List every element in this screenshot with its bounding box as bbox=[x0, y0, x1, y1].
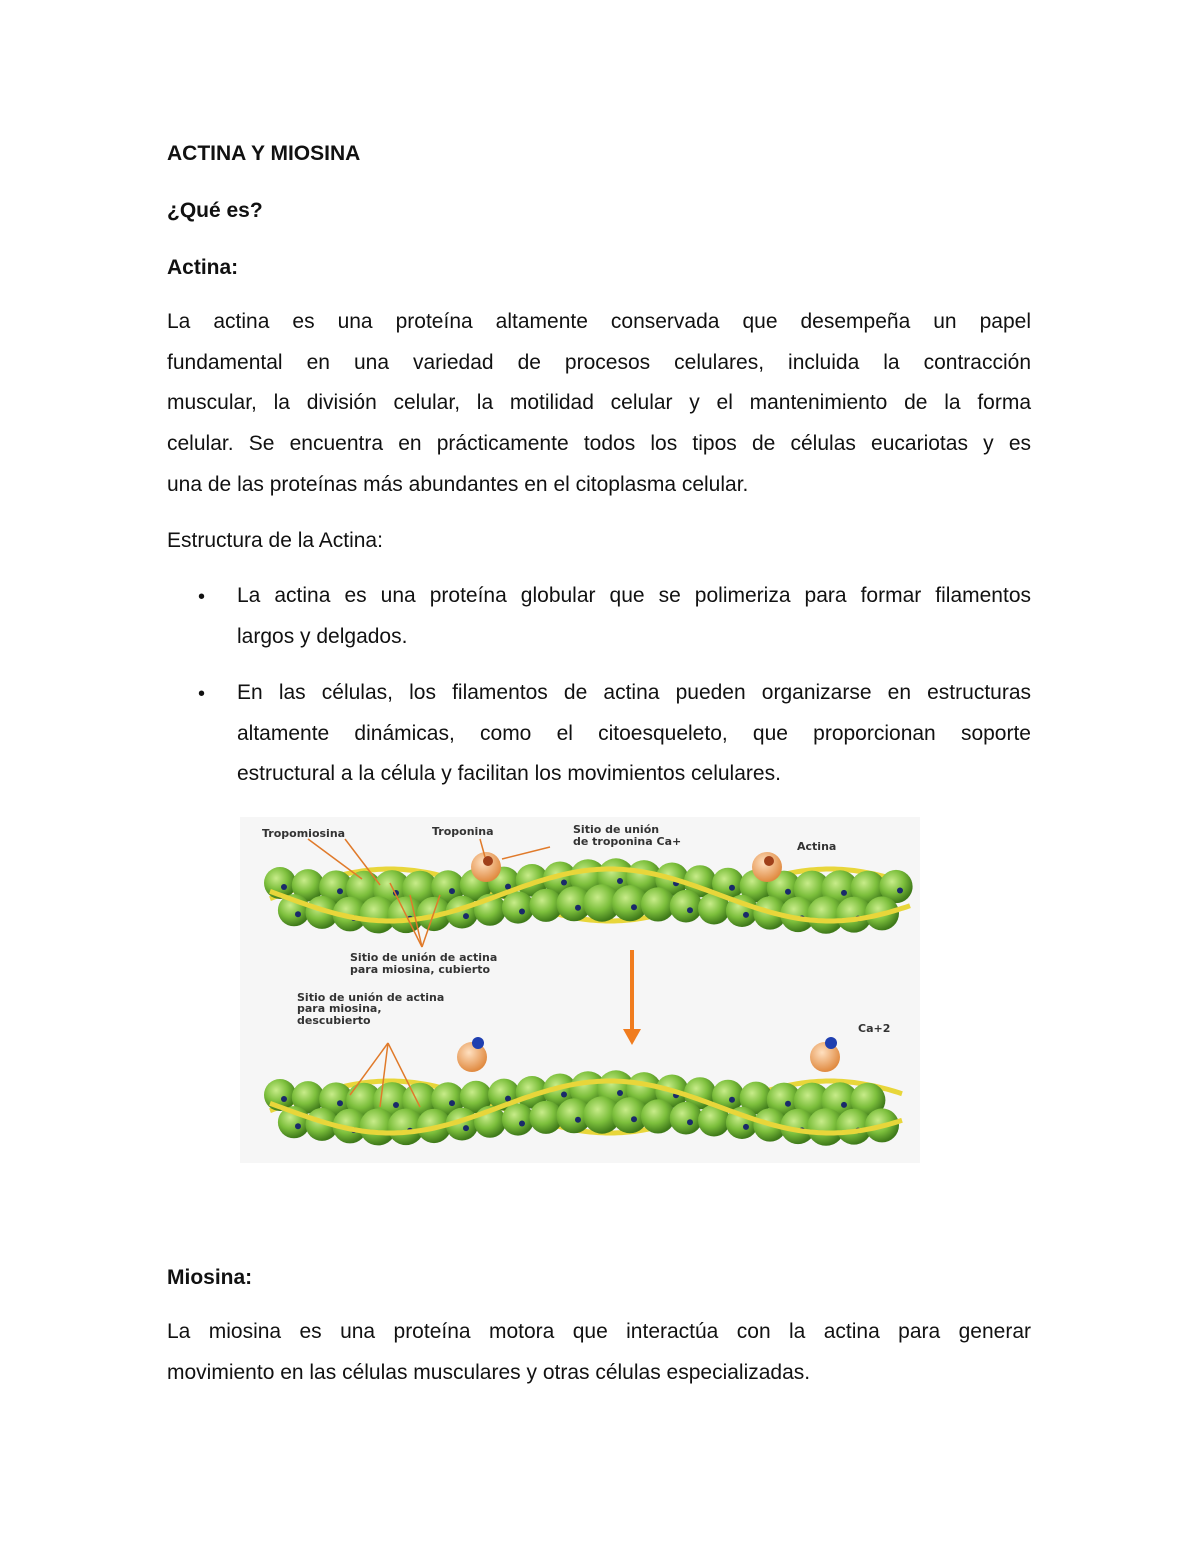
label-sitio-troponina-2: de troponina Ca+ bbox=[573, 835, 682, 848]
label-ca2: Ca+2 bbox=[858, 1022, 891, 1035]
binding-site bbox=[743, 1124, 749, 1130]
binding-site bbox=[841, 1102, 847, 1108]
question-heading: ¿Qué es? bbox=[167, 199, 263, 222]
binding-site bbox=[631, 1116, 637, 1122]
label-descubierto-3: descubierto bbox=[297, 1014, 371, 1027]
binding-site bbox=[337, 1100, 343, 1106]
binding-site bbox=[561, 880, 567, 886]
troponin-site bbox=[483, 856, 493, 866]
label-descubierto-2: para miosina, bbox=[297, 1002, 382, 1015]
miosina-heading: Miosina: bbox=[167, 1266, 253, 1289]
bullet-marker: • bbox=[198, 683, 206, 705]
actin-monomer bbox=[502, 891, 534, 923]
binding-site bbox=[463, 1125, 469, 1131]
binding-site bbox=[729, 1097, 735, 1103]
bullet-line: La actina es una proteína globular que se polimeriza para formar filamentos bbox=[237, 584, 1031, 607]
binding-site bbox=[743, 912, 749, 918]
label-cubierto-1: Sitio de unión de actina bbox=[350, 951, 498, 964]
paragraph-line: muscular, la división celular, la motilidad celular y el mantenimiento de la forma bbox=[167, 391, 1031, 415]
binding-site bbox=[393, 1102, 399, 1108]
binding-site bbox=[281, 884, 287, 890]
bullet-line: largos y delgados. bbox=[237, 624, 408, 648]
paragraph-line: La actina es una proteína altamente conservada que desempeña un papel bbox=[167, 310, 1031, 333]
troponin-site bbox=[764, 856, 774, 866]
binding-site bbox=[463, 913, 469, 919]
actin-filament-covered bbox=[264, 852, 913, 934]
actin-monomer bbox=[670, 1102, 703, 1135]
binding-site bbox=[519, 909, 525, 915]
binding-site bbox=[295, 911, 301, 917]
actin-monomer bbox=[670, 890, 703, 923]
binding-site bbox=[575, 1117, 581, 1123]
binding-site bbox=[841, 890, 847, 896]
binding-site bbox=[575, 905, 581, 911]
label-actina: Actina bbox=[797, 840, 837, 853]
binding-site bbox=[631, 904, 637, 910]
actina-paragraph bbox=[167, 302, 1031, 506]
bullet-line: En las células, los filamentos de actina pueden organizarse en estructuras bbox=[237, 681, 1031, 704]
label-troponina: Troponina bbox=[432, 825, 494, 838]
actin-filament-figure bbox=[240, 817, 920, 1163]
binding-site bbox=[687, 1119, 693, 1125]
calcium-ion bbox=[472, 1037, 484, 1049]
label-tropomiosina: Tropomiosina bbox=[262, 827, 346, 840]
structure-label: Estructura de la Actina: bbox=[167, 529, 383, 552]
actin-filament-uncovered bbox=[264, 1037, 902, 1146]
miosina-paragraph bbox=[167, 1312, 1031, 1393]
bullet-item bbox=[237, 673, 1031, 795]
document-title: ACTINA Y MIOSINA bbox=[167, 142, 361, 165]
binding-site bbox=[687, 907, 693, 913]
paragraph-line: La miosina es una proteína motora que interactúa con la actina para generar bbox=[167, 1320, 1031, 1343]
label-cubierto-2: para miosina, cubierto bbox=[350, 963, 491, 976]
actin-monomer bbox=[502, 1103, 534, 1135]
calcium-ion bbox=[825, 1037, 837, 1049]
binding-site bbox=[617, 1090, 623, 1096]
binding-site bbox=[785, 889, 791, 895]
binding-site bbox=[729, 885, 735, 891]
actin-diagram bbox=[240, 817, 920, 1163]
binding-site bbox=[449, 1100, 455, 1106]
paragraph-line: movimiento en las células musculares y otras células especializadas. bbox=[167, 1360, 811, 1384]
binding-site bbox=[561, 1092, 567, 1098]
binding-site bbox=[281, 1096, 287, 1102]
actina-heading: Actina: bbox=[167, 256, 239, 279]
binding-site bbox=[617, 878, 623, 884]
binding-site bbox=[785, 1101, 791, 1107]
binding-site bbox=[449, 888, 455, 894]
binding-site bbox=[295, 1123, 301, 1129]
label-sitio-troponina-1: Sitio de unión bbox=[573, 823, 660, 836]
label-descubierto-1: Sitio de unión de actina bbox=[297, 991, 445, 1004]
paragraph-line: celular. Se encuentra en prácticamente todos los tipos de células eucariotas y es bbox=[167, 432, 1031, 456]
paragraph-line: una de las proteínas más abundantes en el citoplasma celular. bbox=[167, 472, 749, 496]
bullet-line: estructural a la célula y facilitan los movimientos celulares. bbox=[237, 762, 781, 786]
bullet-marker: • bbox=[198, 586, 206, 608]
arrow-head-icon bbox=[623, 1029, 641, 1045]
bullet-line: altamente dinámicas, como el citoesqueleto, que proporcionan soporte bbox=[237, 721, 1031, 745]
paragraph-line: fundamental en una variedad de procesos celulares, incluida la contracción bbox=[167, 350, 1031, 374]
bullet-item bbox=[237, 576, 1031, 657]
binding-site bbox=[897, 888, 903, 894]
binding-site bbox=[337, 888, 343, 894]
binding-site bbox=[519, 1121, 525, 1127]
